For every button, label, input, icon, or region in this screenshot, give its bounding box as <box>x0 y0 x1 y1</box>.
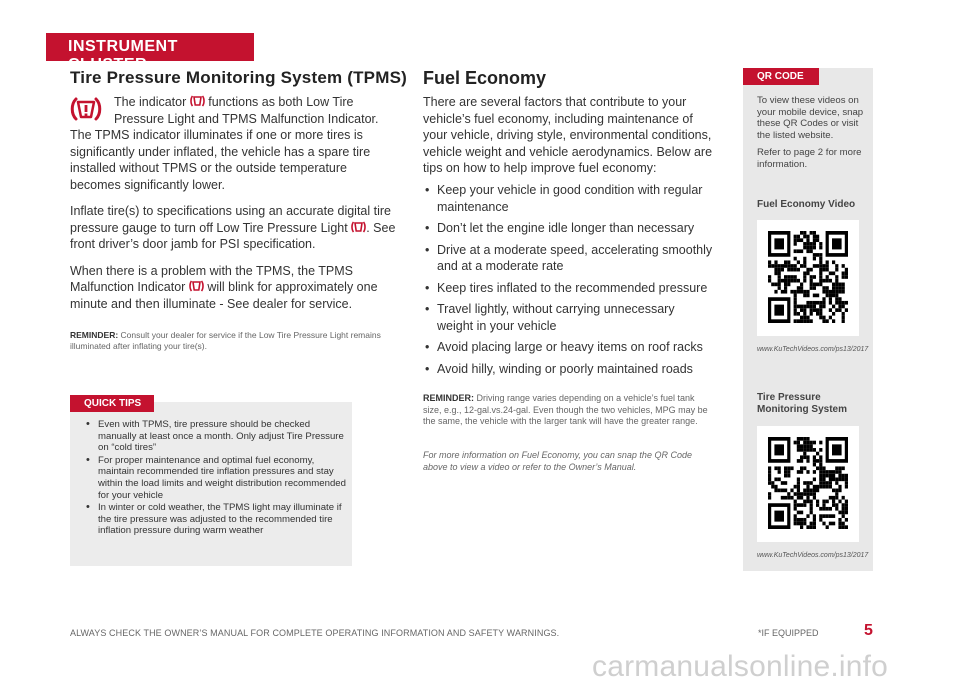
qr-video2-title: Tire Pressure Monitoring System <box>757 392 848 415</box>
fuel-economy-title: Fuel Economy <box>423 68 547 88</box>
fuel-economy-intro: There are several factors that contribute to your vehicle’s fuel economy, including maintenance of your vehicle, driving style, environmental conditions, vehicle weight and vehicle aerodynamics. Below are tips on how to help improve fuel economy: <box>423 95 713 175</box>
fuel-tip-item: • Avoid placing large or heavy items on roof racks <box>423 339 713 356</box>
fuel-tip-item: • Keep tires inflated to the recommended pressure <box>423 280 713 297</box>
fuel-economy-tips <box>423 182 713 382</box>
quick-tip-item: • For proper maintenance and optimal fuel economy, maintain recommended tire inflation pressures and stay within the load limits and weight distribution recommended for your vehicle <box>84 455 346 501</box>
tpms-indicator-icon <box>189 280 204 292</box>
fuel-tip-item: • Avoid hilly, winding or poorly maintained roads <box>423 361 713 378</box>
quick-tips-label: QUICK TIPS <box>70 395 154 412</box>
tpms-paragraph-2: Inflate tire(s) to specifications using an accurate digital tire pressure gauge to turn off Low Tire Pressure Light . See front driver’s door jamb for PSI specification. <box>70 204 396 251</box>
qr-video1-title: Fuel Economy Video <box>757 199 856 210</box>
quick-tips-list <box>84 419 346 538</box>
watermark: carmanualsonline.info <box>592 650 889 683</box>
qr-code-image <box>768 231 848 323</box>
fuel-tip-item: • Drive at a moderate speed, accelerating smoothly and at a moderate rate <box>423 242 713 275</box>
quick-tip-item: • In winter or cold weather, the TPMS light may illuminate if the tire pressure was adjusted to the recommended tire inflation pressure during warm weather <box>84 502 346 537</box>
tpms-title: Tire Pressure Monitoring System (TPMS) <box>70 68 407 87</box>
qr-intro: To view these videos on your mobile device, snap these QR Codes or visit the listed website. Refer to page 2 for more information. <box>757 95 864 170</box>
fuel-more-info: For more information on Fuel Economy, you can snap the QR Code above to view a video or refer to the Owner’s Manual. <box>423 450 692 472</box>
if-equipped-note: *IF EQUIPPED <box>758 628 819 638</box>
qr-code-fuel-economy[interactable] <box>757 220 859 336</box>
qr-video2-url[interactable]: www.KuTechVideos.com/ps13/2017 <box>757 552 869 559</box>
tpms-paragraph-1: The indicator functions as both Low Tire Pressure Light and TPMS Malfunction Indicator. <box>114 95 379 126</box>
qr-code-image <box>768 437 848 529</box>
section-tab: INSTRUMENT CLUSTER <box>46 33 254 61</box>
tpms-indicator-icon <box>190 95 205 107</box>
fuel-tip-item: • Keep your vehicle in good condition with regular maintenance <box>423 182 713 215</box>
fuel-tip-item: • Don’t let the engine idle longer than necessary <box>423 220 713 237</box>
safety-warning-footer: ALWAYS CHECK THE OWNER’S MANUAL FOR COMPLETE OPERATING INFORMATION AND SAFETY WARNINGS. <box>70 628 560 638</box>
tpms-warning-icon <box>70 96 102 122</box>
quick-tip-item: • Even with TPMS, tire pressure should be checked manually at least once a month. Only adjust Tire Pressure on “cold tires” <box>84 419 346 454</box>
tpms-indicator-icon <box>351 221 366 233</box>
page-number: 5 <box>864 622 873 639</box>
tpms-paragraph-3: When there is a problem with the TPMS, the TPMS Malfunction Indicator will blink for approximately one minute and then illuminate - See dealer for service. <box>70 263 378 311</box>
qr-code-label: QR CODE <box>743 68 819 85</box>
tpms-reminder: REMINDER: Consult your dealer for service if the Low Tire Pressure Light remains illuminated after inflating your tire(s). <box>70 330 381 351</box>
qr-video1-url[interactable]: www.KuTechVideos.com/ps13/2017 <box>757 346 869 353</box>
fuel-reminder: REMINDER: Driving range varies depending on a vehicle’s fuel tank size, e.g., 12-gal.vs.24-gal. Even though the two vehicles, MPG may be the same, the vehicle with the larger tank will have the greater range. <box>423 393 708 426</box>
fuel-tip-item: • Travel lightly, without carrying unnecessary weight in your vehicle <box>423 301 713 334</box>
qr-code-tpms[interactable] <box>757 426 859 542</box>
tpms-body: The indicator functions as both Low Tire Pressure Light and TPMS Malfunction Indicator. The TPMS indicator illuminates if one or more tires is significantly under inflated, the vehicle has a spare tire installed without TPMS or the outside temperature becomes significantly lower. Inflate tire(s) to specifications using an accurate digital tire pressure gauge to turn off Low Tire Pressure Light . See front driver’s door jamb for PSI specification. When there is a problem with the TPMS, the TPMS Malfunction Indicator will blink for approximately one minute and then illuminate - See dealer for service. <box>70 95 396 311</box>
